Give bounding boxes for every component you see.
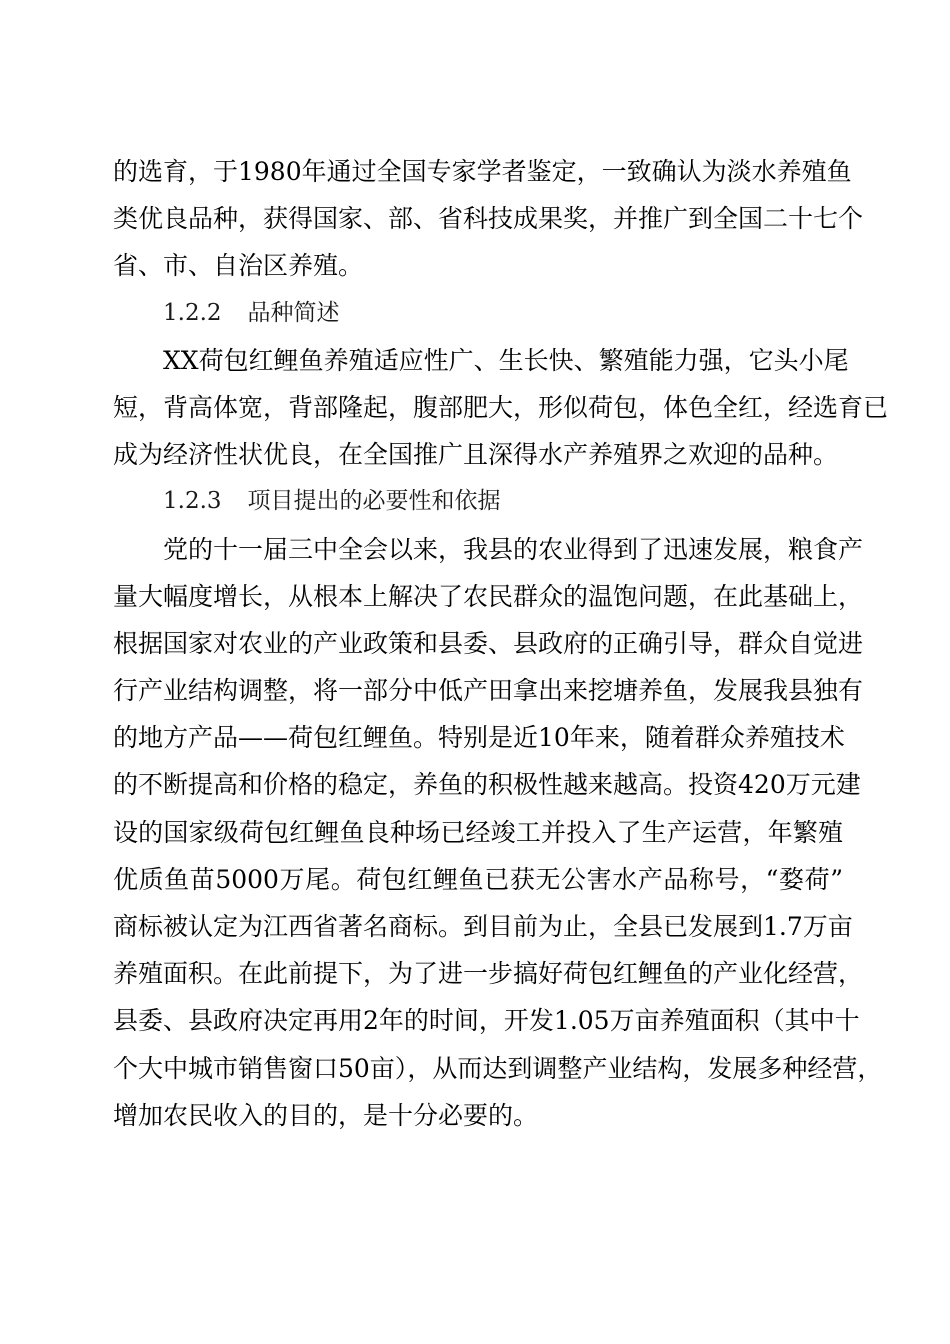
paragraph-line: XX荷包红鲤鱼养殖适应性广、生长快、繁殖能力强，它头小尾 — [163, 345, 849, 375]
paragraph-line: 行产业结构调整，将一部分中低产田拿出来挖塘养鱼，发展我县独有 — [113, 676, 864, 706]
paragraph-line: 设的国家级荷包红鲤鱼良种场已经竣工并投入了生产运营，年繁殖 — [113, 817, 843, 847]
section-title: 品种简述 — [247, 299, 340, 326]
section-heading-1-2-3 — [113, 478, 843, 525]
paragraph-line: 优质鱼苗5000万尾。荷包红鲤鱼已获无公害水产品称号，“婺荷” — [113, 864, 843, 894]
section-number: 1.2.3 — [163, 488, 222, 515]
paragraph-line: 根据国家对农业的产业政策和县委、县政府的正确引导，群众自觉进 — [113, 628, 864, 658]
paragraph-line: 的选育，于1980年通过全国专家学者鉴定，一致确认为淡水养殖鱼 — [113, 157, 852, 186]
paragraph-line: 个大中城市销售窗口50亩），从而达到调整产业结构，发展多种经营， — [113, 1053, 883, 1083]
paragraph-line: 成为经济性状优良，在全国推广且深得水产养殖界之欢迎的品种。 — [113, 440, 839, 470]
paragraph-line: 量大幅度增长，从根本上解决了农民群众的温饱问题，在此基础上， — [113, 581, 864, 611]
paragraph-breed-history — [113, 148, 864, 290]
section-heading-1-2-2 — [113, 290, 843, 337]
paragraph-line: 商标被认定为江西省著名商标。到目前为止，全县已发展到1.7万亩 — [113, 912, 853, 941]
paragraph-line: 增加农民收入的目的，是十分必要的。 — [113, 1100, 539, 1130]
paragraph-line: 的地方产品——荷包红鲤鱼。特别是近10年来，随着群众养殖技术 — [113, 723, 845, 753]
paragraph-project-necessity — [113, 526, 883, 1139]
paragraph-line: 短，背高体宽，背部隆起，腹部肥大，形似荷包，体色全红，经选育已 — [113, 392, 889, 422]
paragraph-breed-description — [113, 337, 889, 479]
paragraph-line: 养殖面积。在此前提下，为了进一步搞好荷包红鲤鱼的产业化经营， — [113, 959, 864, 989]
document-body — [113, 148, 889, 1139]
paragraph-line: 类优良品种，获得国家、部、省科技成果奖，并推广到全国二十七个 — [113, 204, 864, 234]
paragraph-line: 省、市、自治区养殖。 — [113, 251, 364, 281]
paragraph-line: 的不断提高和价格的稳定，养鱼的积极性越来越高。投资420万元建 — [113, 770, 861, 800]
section-number: 1.2.2 — [163, 299, 222, 326]
section-title: 项目提出的必要性和依据 — [247, 488, 501, 515]
paragraph-line: 县委、县政府决定再用2年的时间，开发1.05万亩养殖面积（其中十 — [113, 1006, 860, 1036]
paragraph-line: 党的十一届三中全会以来，我县的农业得到了迅速发展，粮食产 — [163, 534, 864, 564]
